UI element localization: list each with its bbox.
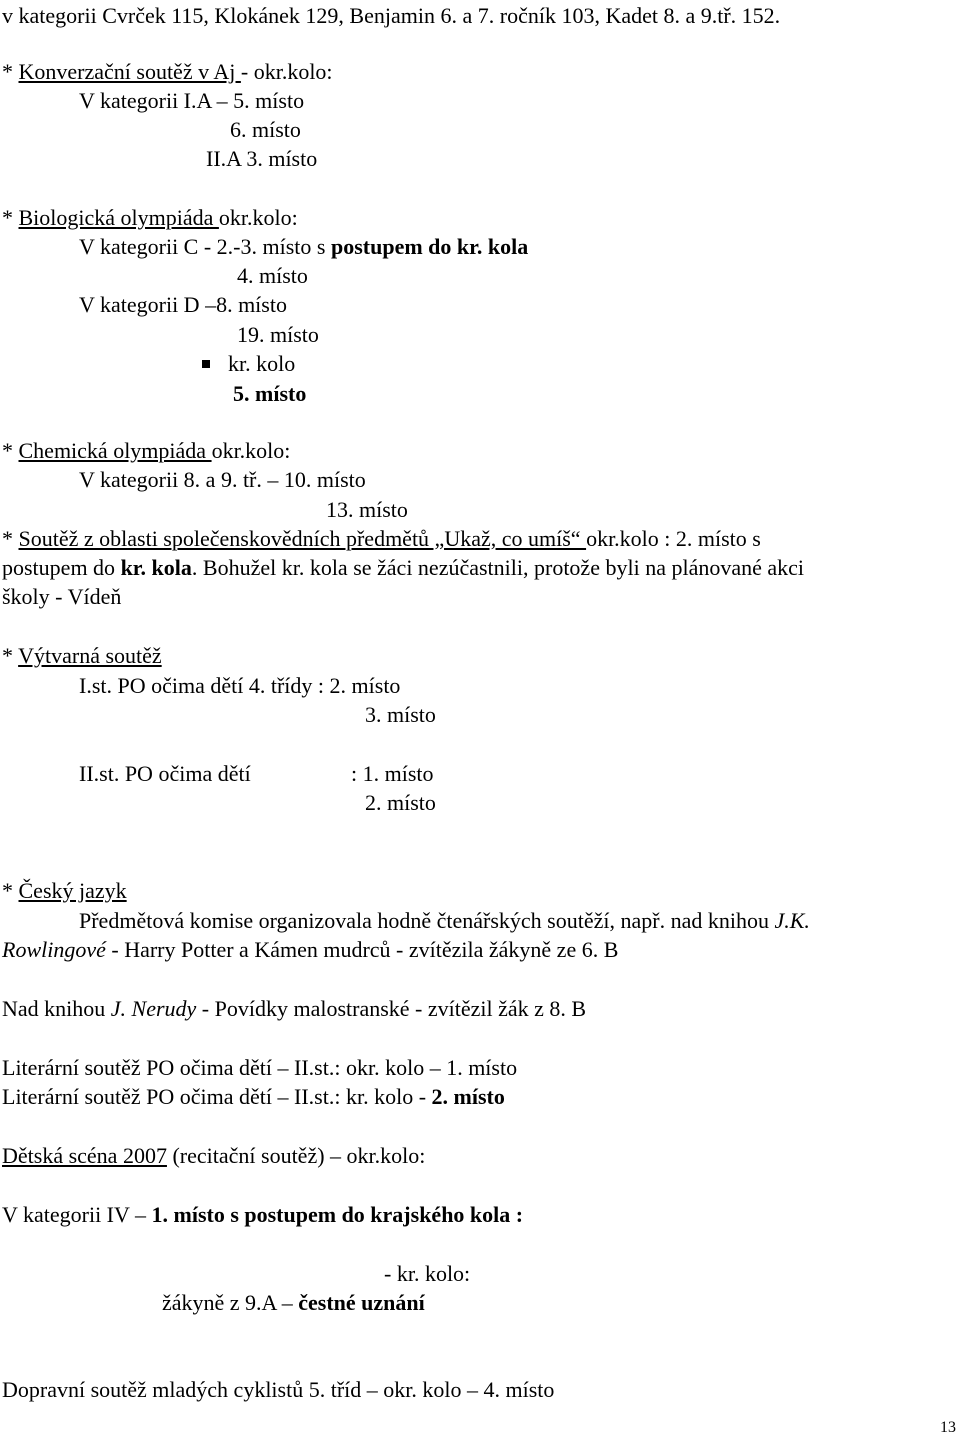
bullet-star: *	[2, 205, 19, 230]
text-span: žákyně z 9.A –	[162, 1290, 299, 1315]
section-title: Biologická olympiáda	[18, 205, 219, 230]
bullet-star: *	[2, 438, 19, 463]
text-span: kr. kolo	[228, 351, 296, 376]
text-line: II.st. PO očima dětí	[79, 761, 251, 786]
bullet-star: *	[2, 526, 19, 551]
page-number: 13	[940, 1419, 956, 1436]
text-span: Předmětová komise organizovala hodně čtenářských soutěží, např. nad knihou	[79, 908, 775, 933]
text-line: 2. místo	[365, 790, 436, 815]
text-span: (recitační soutěž) – okr.kolo:	[166, 1143, 426, 1168]
text-span: V kategorii IV –	[2, 1202, 152, 1227]
text-line: V kategorii D –8. místo	[79, 292, 287, 317]
text-line	[79, 907, 810, 935]
text-bold: čestné uznání	[298, 1290, 425, 1315]
text-line: - kr. kolo:	[384, 1261, 471, 1286]
bullet-star: *	[2, 878, 19, 903]
text-line	[202, 350, 295, 378]
text-line: 4. místo	[237, 263, 308, 288]
section-rest: okr.kolo : 2. místo s	[586, 526, 761, 551]
text-line	[2, 1201, 523, 1229]
text-line: V kategorii I.A – 5. místo	[79, 88, 305, 113]
text-bold: postupem do kr. kola	[330, 234, 529, 259]
section-heading-konverzacni	[2, 58, 333, 86]
section-title: Dětská scéna 2007	[2, 1143, 167, 1168]
section-rest: okr.kolo:	[211, 438, 291, 463]
text-span: postupem do	[2, 555, 121, 580]
text-line: v kategorii Cvrček 115, Klokánek 129, Benjamin 6. a 7. ročník 103, Kadet 8. a 9.tř. 152.	[2, 3, 781, 28]
bullet-star: *	[2, 643, 19, 668]
text-line: 5. místo	[233, 381, 307, 406]
text-span: Nad knihou	[2, 996, 111, 1021]
text-line: Dopravní soutěž mladých cyklistů 5. tříd – okr. kolo – 4. místo	[2, 1377, 555, 1402]
text-line: 19. místo	[237, 322, 319, 347]
text-line: Literární soutěž PO očima dětí – II.st.: okr. kolo – 1. místo	[2, 1055, 518, 1080]
text-line	[79, 233, 528, 261]
bullet-star: *	[2, 59, 19, 84]
section-title: Český jazyk	[18, 878, 127, 903]
text-line: : 1. místo	[351, 761, 434, 786]
text-line	[2, 1083, 505, 1111]
text-italic: J. Nerudy	[110, 996, 197, 1021]
text-bold: 2. místo	[431, 1084, 505, 1109]
section-rest: - okr.kolo:	[240, 59, 333, 84]
text-italic: J.K.	[774, 908, 810, 933]
section-heading-vytvarna	[2, 642, 162, 670]
section-heading-soutez	[2, 525, 761, 553]
square-bullet-icon	[202, 360, 210, 368]
text-line	[2, 995, 586, 1023]
text-line: školy - Vídeň	[2, 584, 122, 609]
text-span: . Bohužel kr. kola se žáci nezúčastnili, protože byli na plánované akci	[191, 555, 805, 580]
section-title: Konverzační soutěž v Aj	[18, 59, 241, 84]
text-bold: 1. místo s postupem do krajského kola :	[151, 1202, 524, 1227]
text-line: I.st. PO očima dětí 4. třídy : 2. místo	[79, 673, 401, 698]
text-span: V kategorii C - 2.-3. místo s	[79, 234, 331, 259]
text-line: 13. místo	[326, 497, 408, 522]
section-title: Výtvarná soutěž	[18, 643, 162, 668]
text-line: V kategorii 8. a 9. tř. – 10. místo	[79, 467, 366, 492]
text-span: - Povídky malostranské - zvítězil žák z 8. B	[196, 996, 587, 1021]
text-italic: Rowlingové	[2, 937, 106, 962]
text-span: Literární soutěž PO očima dětí – II.st.: kr. kolo -	[2, 1084, 432, 1109]
text-bold: kr. kola	[120, 555, 192, 580]
section-title: Soutěž z oblasti společenskovědních předmětů „Ukaž, co umíš“	[18, 526, 587, 551]
section-heading-chemicka	[2, 437, 290, 465]
text-line	[162, 1289, 425, 1317]
section-heading-cesky	[2, 877, 127, 905]
text-line: 3. místo	[365, 702, 436, 727]
section-rest: okr.kolo:	[218, 205, 298, 230]
section-heading-biologicka	[2, 204, 298, 232]
text-line: II.A 3. místo	[206, 146, 318, 171]
text-line	[2, 1142, 425, 1170]
text-line: 6. místo	[230, 117, 301, 142]
text-span: - Harry Potter a Kámen mudrců - zvítězila žákyně ze 6. B	[105, 937, 619, 962]
section-title: Chemická olympiáda	[18, 438, 212, 463]
text-line	[2, 554, 804, 582]
text-line	[2, 936, 618, 964]
